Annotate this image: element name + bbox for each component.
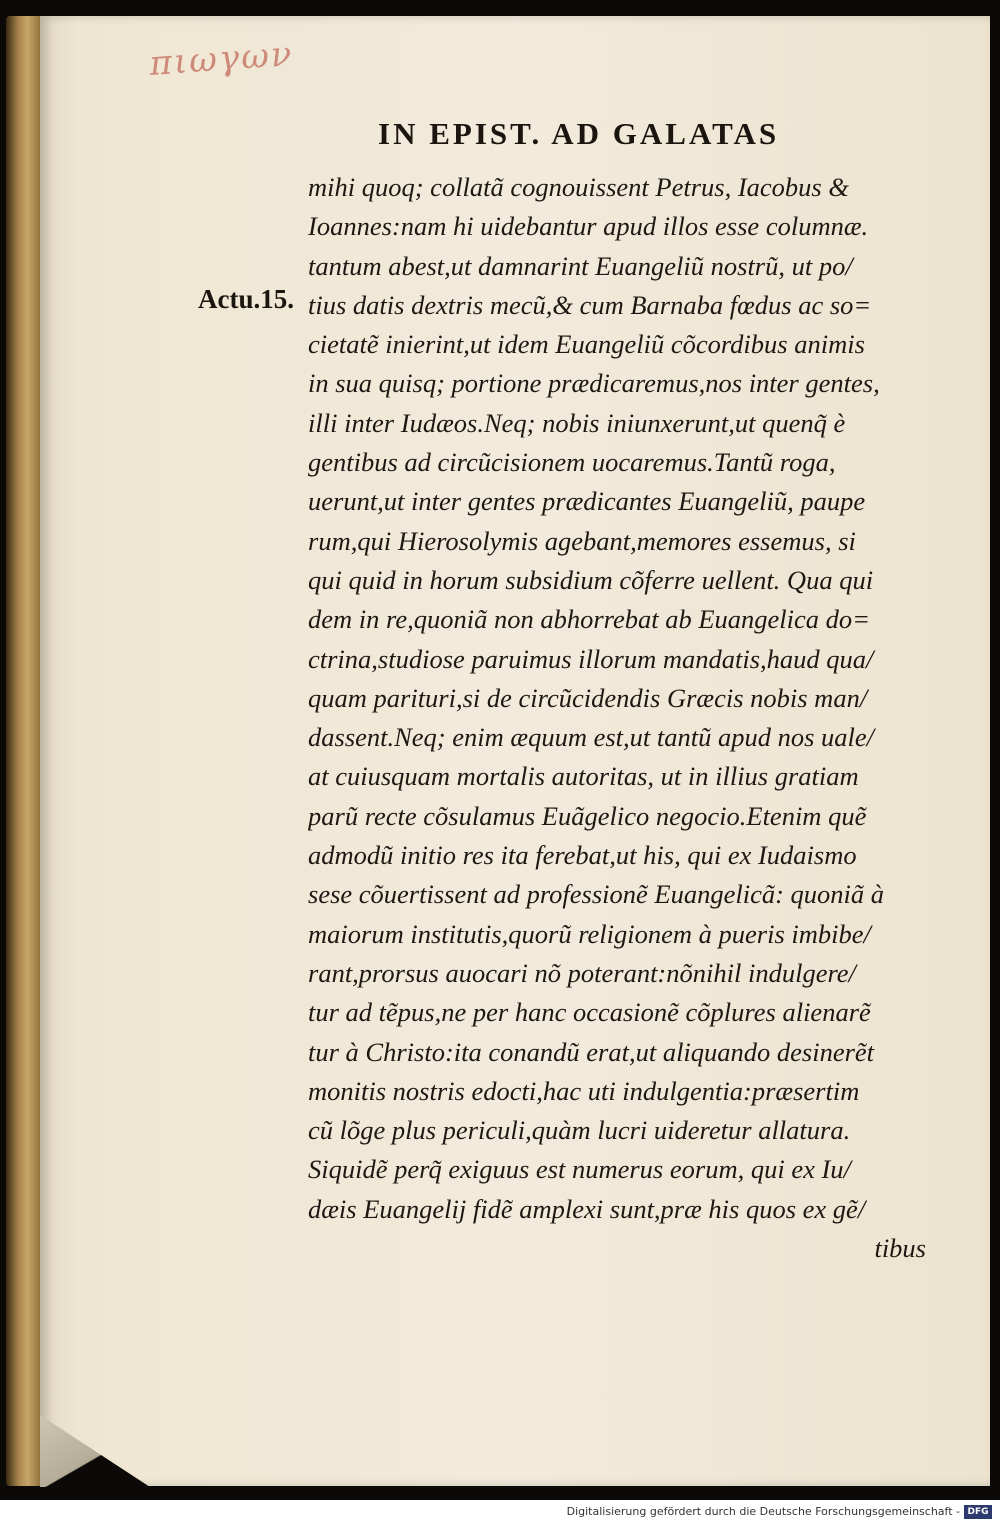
text-line: dæis Euangelij fidẽ amplexi sunt,præ his quos ex gẽ/	[308, 1193, 866, 1224]
text-line: at cuiusquam mortalis autoritas, ut in illius gratiam	[308, 761, 859, 792]
text-line: Siquidẽ perq̃ exiguus est numerus eorum, qui ex Iu/	[308, 1154, 851, 1185]
body-text	[308, 168, 938, 1264]
text-line: ctrina,studiose paruimus illorum mandatis,haud qua/	[308, 643, 874, 674]
catchword: tibus	[874, 1233, 926, 1264]
text-line: in sua quisq; portione prædicaremus,nos inter gentes,	[308, 368, 880, 399]
text-line: cũ lõge plus periculi,quàm lucri uideretur allatura.	[308, 1115, 851, 1146]
dfg-logo: DFG	[964, 1505, 992, 1519]
text-line: tantum abest,ut damnarint Euangeliũ nostrũ, ut po/	[308, 250, 853, 281]
text-line: sese cõuertissent ad professionẽ Euangelicã: quoniã à	[308, 879, 885, 910]
text-line: uerunt,ut inter gentes prædicantes Euangeliũ, paupe	[308, 486, 866, 517]
text-line: dem in re,quoniã non abhorrebat ab Euangelica do=	[308, 604, 871, 635]
text-line: mihi quoq; collatã cognouissent Petrus, Iacobus &	[308, 172, 849, 202]
text-line: monitis nostris edocti,hac uti indulgentia:præsertim	[308, 1075, 860, 1106]
footer-bar	[0, 1500, 1000, 1524]
text-line: cietatẽ inierint,ut idem Euangeliũ cõcordibus animis	[308, 329, 865, 360]
text-line: illi inter Iudæos.Neq; nobis iniunxerunt,ut quenq̃ è	[308, 407, 846, 438]
footer-credit: Digitalisierung gefördert durch die Deutsche Forschungsgemeinschaft -	[566, 1505, 960, 1518]
margin-note: Actu.15.	[198, 284, 294, 314]
text-line: tius datis dextris mecũ,& cum Barnaba fœdus ac so=	[308, 289, 872, 320]
manuscript-annotation: πιωγων	[148, 34, 295, 84]
text-line: tur à Christo:ita conandũ erat,ut aliquando desinerẽt	[308, 1036, 875, 1067]
book-spine-edge	[6, 16, 42, 1486]
text-line: quam parituri,si de circũcidendis Græcis nobis man/	[308, 682, 868, 713]
text-line: parũ recte cõsulamus Euãgelico negocio.Etenim quẽ	[308, 800, 867, 831]
text-line: dassent.Neq; enim æquum est,ut tantũ apud nos uale/	[308, 722, 875, 753]
text-line: Ioannes:nam hi uidebantur apud illos esse columnæ.	[308, 211, 869, 242]
text-line: qui quid in horum subsidium cõferre uellent. Qua qui	[308, 564, 874, 595]
text-line: maiorum institutis,quorũ religionem à pueris imbibe/	[308, 918, 871, 949]
text-line: admodũ initio res ita ferebat,ut his, qui ex Iudaismo	[308, 840, 857, 871]
text-line: rant,prorsus auocari nõ poterant:nõnihil indulgere/	[308, 957, 856, 988]
text-line: gentibus ad circũcisionem uocaremus.Tantũ roga,	[308, 447, 836, 478]
text-line: rum,qui Hierosolymis agebant,memores essemus, si	[308, 525, 856, 556]
running-head: IN EPIST. AD GALATAS	[378, 116, 780, 151]
text-line: tur ad tẽpus,ne per hanc occasionẽ cõplures alienarẽ	[308, 997, 871, 1028]
